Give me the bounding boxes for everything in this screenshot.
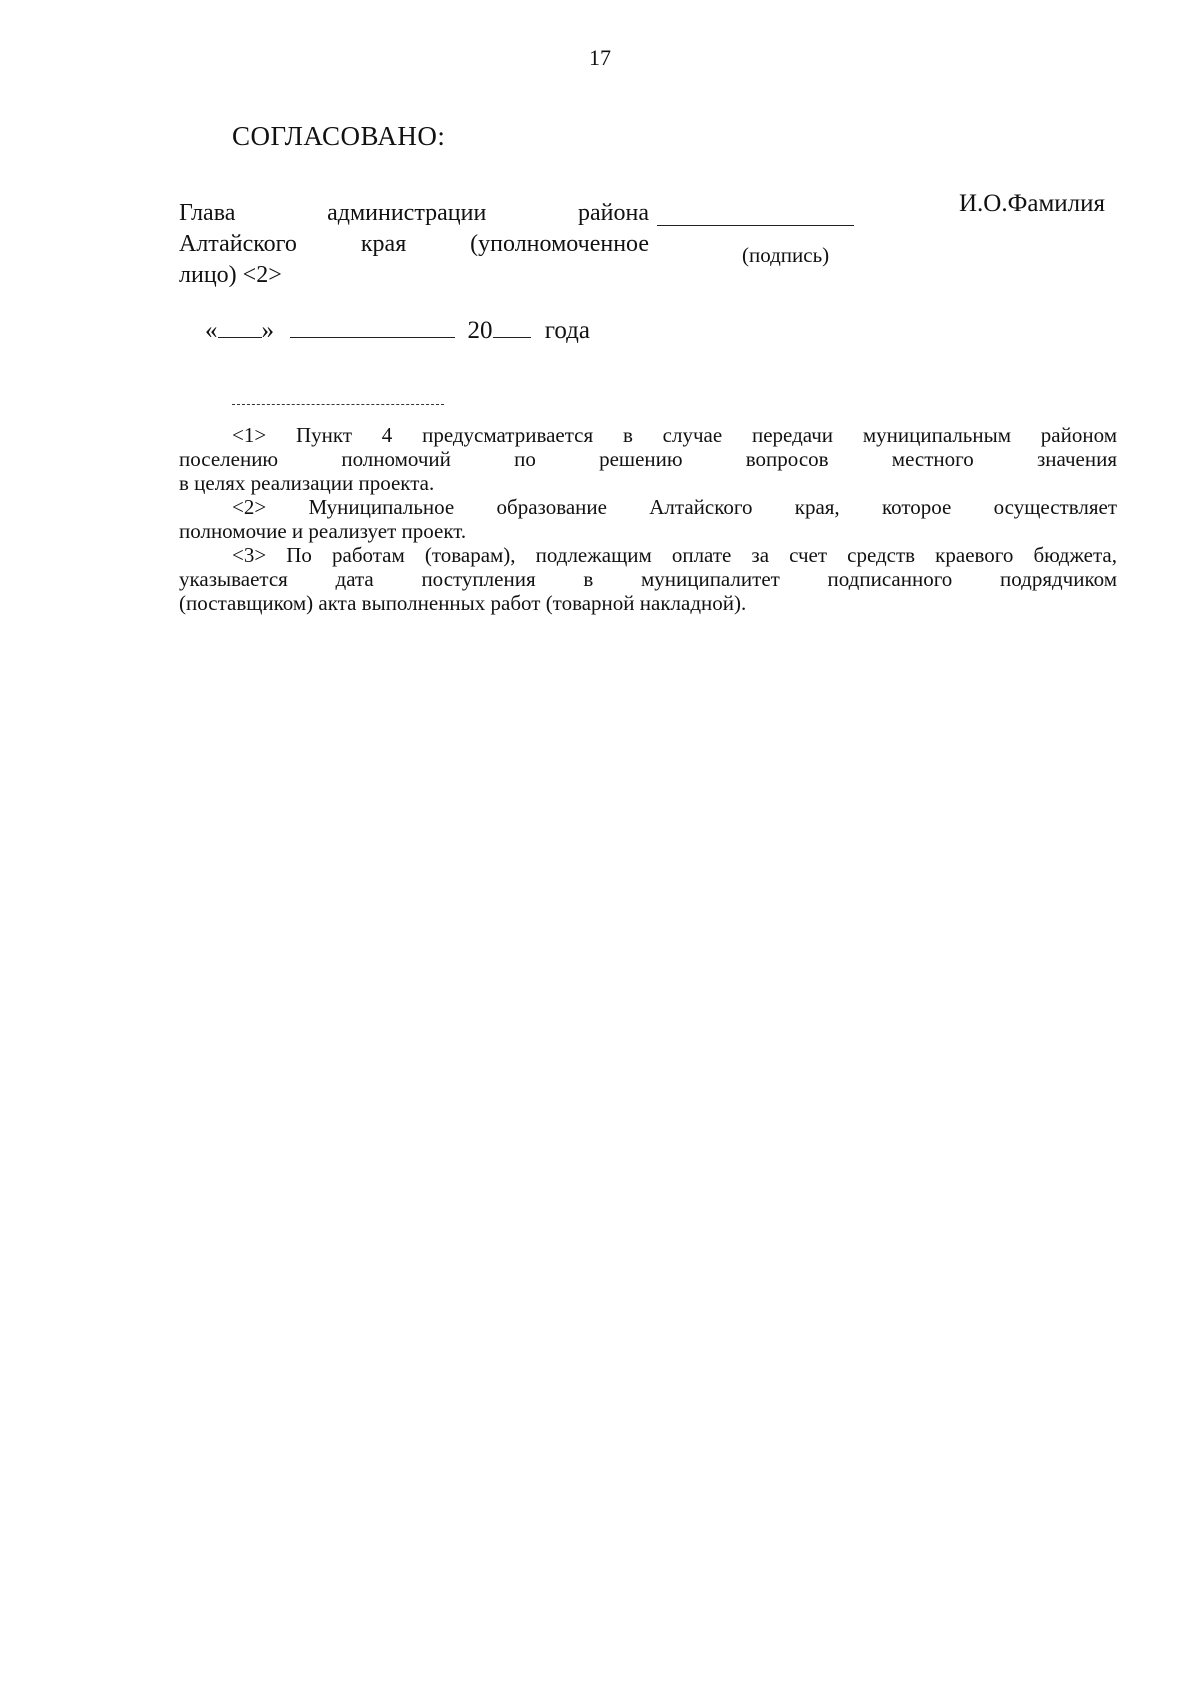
- footnote-line: полномочие и реализует проект.: [179, 519, 467, 543]
- day-blank: [218, 336, 262, 338]
- footnote-line: в целях реализации проекта.: [179, 471, 435, 495]
- footnote-line: <2> Муниципальное образование Алтайского края, которое осуществляет: [232, 495, 1117, 519]
- date-year-word: года: [544, 317, 590, 344]
- footnote-3: [179, 543, 1117, 615]
- footnote-line: <1> Пункт 4 предусматривается в случае передачи муниципальным районом: [232, 423, 1117, 447]
- footnote-line: (поставщиком) акта выполненных работ (товарной накладной).: [179, 591, 747, 615]
- footnote-1: [179, 423, 1117, 495]
- footnote-line: указывается дата поступления в муниципалитет подписанного подрядчиком: [179, 567, 1117, 591]
- signer-position-line: лицо) <2>: [179, 262, 282, 288]
- date-open-quote: «: [205, 317, 218, 344]
- date-century: 20: [467, 317, 493, 344]
- footnote-line: <3> По работам (товарам), подлежащим оплате за счет средств краевого бюджета,: [232, 543, 1117, 567]
- footnotes: [179, 423, 1117, 615]
- month-blank: [290, 336, 455, 338]
- footnote-line: поселению полномочий по решению вопросов местного значения: [179, 447, 1117, 471]
- footnote-2: [179, 495, 1117, 543]
- date-close-quote: »: [261, 317, 274, 344]
- footnote-separator: [232, 404, 444, 405]
- year-blank: [493, 336, 531, 338]
- signature-caption: (подпись): [742, 243, 830, 267]
- approval-date: [205, 317, 590, 345]
- signer-name: И.О.Фамилия: [959, 190, 1106, 217]
- approval-heading: СОГЛАСОВАНО:: [232, 121, 446, 151]
- signer-position-line: Алтайского края (уполномоченное: [179, 231, 649, 257]
- signer-position: [179, 198, 649, 291]
- signature-line: [657, 225, 854, 226]
- page-number: 17: [589, 45, 611, 70]
- signer-position-line: Глава администрации района: [179, 200, 649, 226]
